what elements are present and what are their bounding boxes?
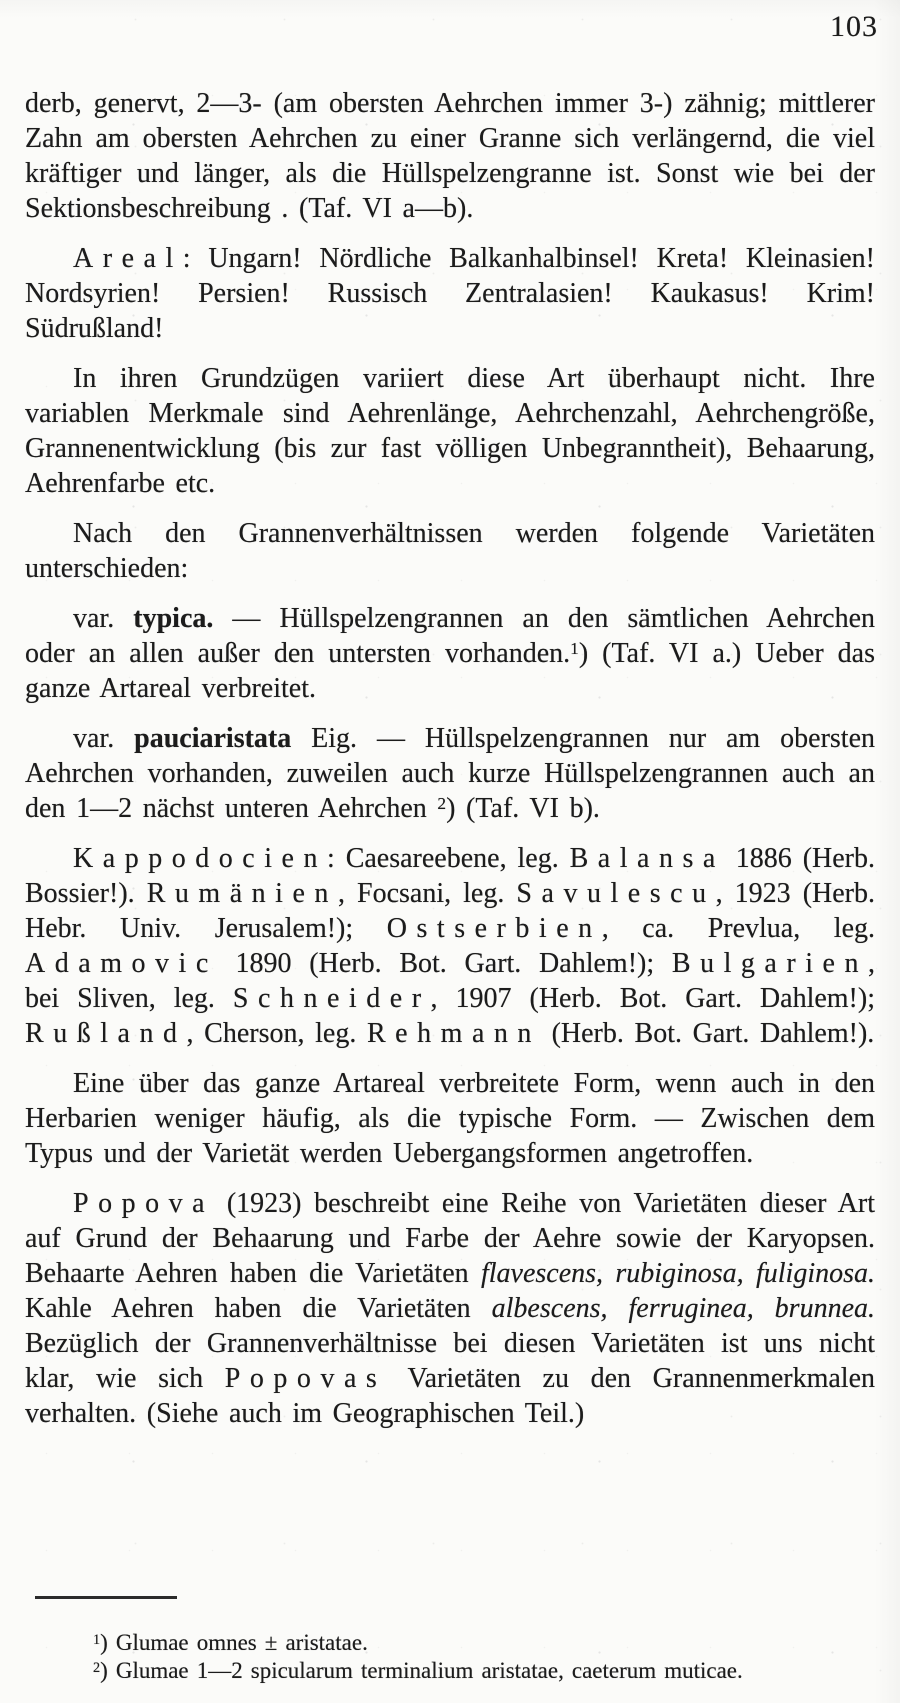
text-segment: Eig. — Hüllspelzengrannen nur am obersten Aehrchen vorhanden, zuweilen auch kurze Hüllspelzengrannen auch an den 1—2 nächst unteren Aehrchen xyxy=(25,723,875,824)
text-segment: 1886 (Herb. Bossier!). xyxy=(25,843,875,909)
footnote-marker: 1 xyxy=(93,1631,101,1648)
text-segment: Rehmann xyxy=(366,1018,541,1049)
text-segment: Kappodocien xyxy=(73,843,328,874)
text-segment: Popovas xyxy=(224,1363,387,1394)
text-segment: Eine über das ganze Artareal verbreitete Form, wenn auch in den Herbarien weniger häufig, als die typische Form. — Zwischen dem Typus und der Varietät werden Uebergangsformen angetroffen. xyxy=(25,1068,875,1169)
text-segment: 1890 (Herb. Bot. Gart. Dahlem!); xyxy=(217,948,672,979)
text-segment: , ca. Prevlua, leg. xyxy=(601,913,876,944)
text-segment: var. xyxy=(73,603,134,634)
text-segment: ) (Taf. VI b). xyxy=(446,793,600,824)
footnote-reference: 2 xyxy=(437,794,447,814)
paragraph xyxy=(25,241,875,346)
text-segment: In ihren Grundzügen variiert diese Art überhaupt nicht. Ihre variablen Merkmale sind Aehrenlänge, Aehrchenzahl, Aehrchengröße, Grannenentwicklung (bis zur fast völligen Unbegranntheit), Behaarung, Aehrenfarbe etc. xyxy=(25,363,875,499)
text-segment: ) (Taf. VI a.) Ueber das ganze Artareal verbreitet. xyxy=(25,638,875,704)
paragraph xyxy=(25,601,875,706)
footnote-item xyxy=(25,1657,875,1685)
text-segment: , bei Sliven, leg. xyxy=(25,948,875,1014)
footnote-text: ) Glumae 1—2 spicularum terminalium aristatae, caeterum muticae. xyxy=(100,1658,743,1683)
text-segment: Bezüglich der Grannenverhältnisse bei diesen Varietäten ist uns nicht klar, wie sich xyxy=(25,1328,875,1394)
text-segment: Nach den Grannenverhältnissen werden folgende Varietäten unterschieden: xyxy=(25,518,875,584)
footnote-text: ) Glumae omnes ± aristatae. xyxy=(100,1630,368,1655)
paragraph xyxy=(25,721,875,826)
text-segment: Varietäten zu den Grannenmerkmalen verhalten. (Siehe auch im Geographischen Teil.) xyxy=(25,1363,875,1429)
text-segment: Adamovic xyxy=(25,948,218,979)
paragraph xyxy=(25,516,875,586)
text-segment: , 1923 (Herb. Hebr. Univ. Jerusalem!); xyxy=(25,878,876,944)
text-segment: Rußland xyxy=(25,1018,187,1049)
text-segment: (1923) beschreibt eine Reihe von Varietäten dieser Art auf Grund der Behaarung und Farbe der Aehre sowie der Karyopsen. Behaarte Aehren haben die Varietäten xyxy=(25,1188,875,1289)
text-segment: — Hüllspelzengrannen an den sämtlichen Aehrchen oder an allen außer den untersten vorhanden. xyxy=(25,603,875,669)
text-segment: pauciaristata xyxy=(134,723,292,754)
paragraph xyxy=(25,86,875,226)
text-segment: var. xyxy=(73,723,135,754)
paragraph xyxy=(25,1066,875,1171)
footnote-divider xyxy=(35,1596,177,1599)
paragraph xyxy=(25,841,875,1051)
text-segment: Kahle Aehren haben die Varietäten xyxy=(25,1293,492,1324)
text-segment: : Caesareebene, leg. xyxy=(327,843,570,874)
text-segment: Savulescu xyxy=(516,878,716,909)
text-segment: Bulgarien xyxy=(671,948,868,979)
text-segment: Rumänien xyxy=(146,878,338,909)
text-segment: , 1907 (Herb. Bot. Gart. Dahlem!); xyxy=(430,983,875,1014)
text-segment: (Herb. Bot. Gart. Dahlem!). xyxy=(540,1018,875,1049)
text-segment: , Cherson, leg. xyxy=(186,1018,367,1049)
paragraph xyxy=(25,361,875,501)
text-segment: Ostserbien xyxy=(386,913,602,944)
text-segment: derb, genervt, 2—3- (am obersten Aehrchen immer 3-) zähnig; mittlerer Zahn am obersten Aehrchen zu einer Granne sich verlängernd, die viel kräftiger und länger, als die Hüllspelzengranne ist. Sonst wie bei der Sektionsbeschreibung . (Taf. VI a—b). xyxy=(25,88,875,224)
text-segment: , Focsani, leg. xyxy=(337,878,517,909)
text-segment: Schneider xyxy=(232,983,431,1014)
text-segment: flavescens, rubiginosa, fuliginosa. xyxy=(480,1258,876,1289)
footnote-section xyxy=(25,1596,875,1685)
text-segment: typica. xyxy=(133,603,214,634)
text-segment: : Ungarn! Nördliche Balkanhalbinsel! Kreta! Kleinasien! Nordsyrien! Persien! Russisch Zentralasien! Kaukasus! Krim! Südrußland! xyxy=(25,243,875,344)
footnote-reference: 1 xyxy=(570,639,579,659)
page-body xyxy=(25,86,875,1446)
footnote-marker: 2 xyxy=(93,1659,101,1676)
text-segment: albescens, ferruginea, brunnea. xyxy=(491,1293,875,1324)
footnote-item xyxy=(25,1629,875,1657)
text-segment: Areal xyxy=(73,243,183,274)
footnote-list xyxy=(25,1629,875,1685)
page-number: 103 xyxy=(830,10,878,43)
paragraph xyxy=(25,1186,875,1431)
text-segment: Balansa xyxy=(569,843,725,874)
text-segment: Popova xyxy=(73,1188,215,1219)
